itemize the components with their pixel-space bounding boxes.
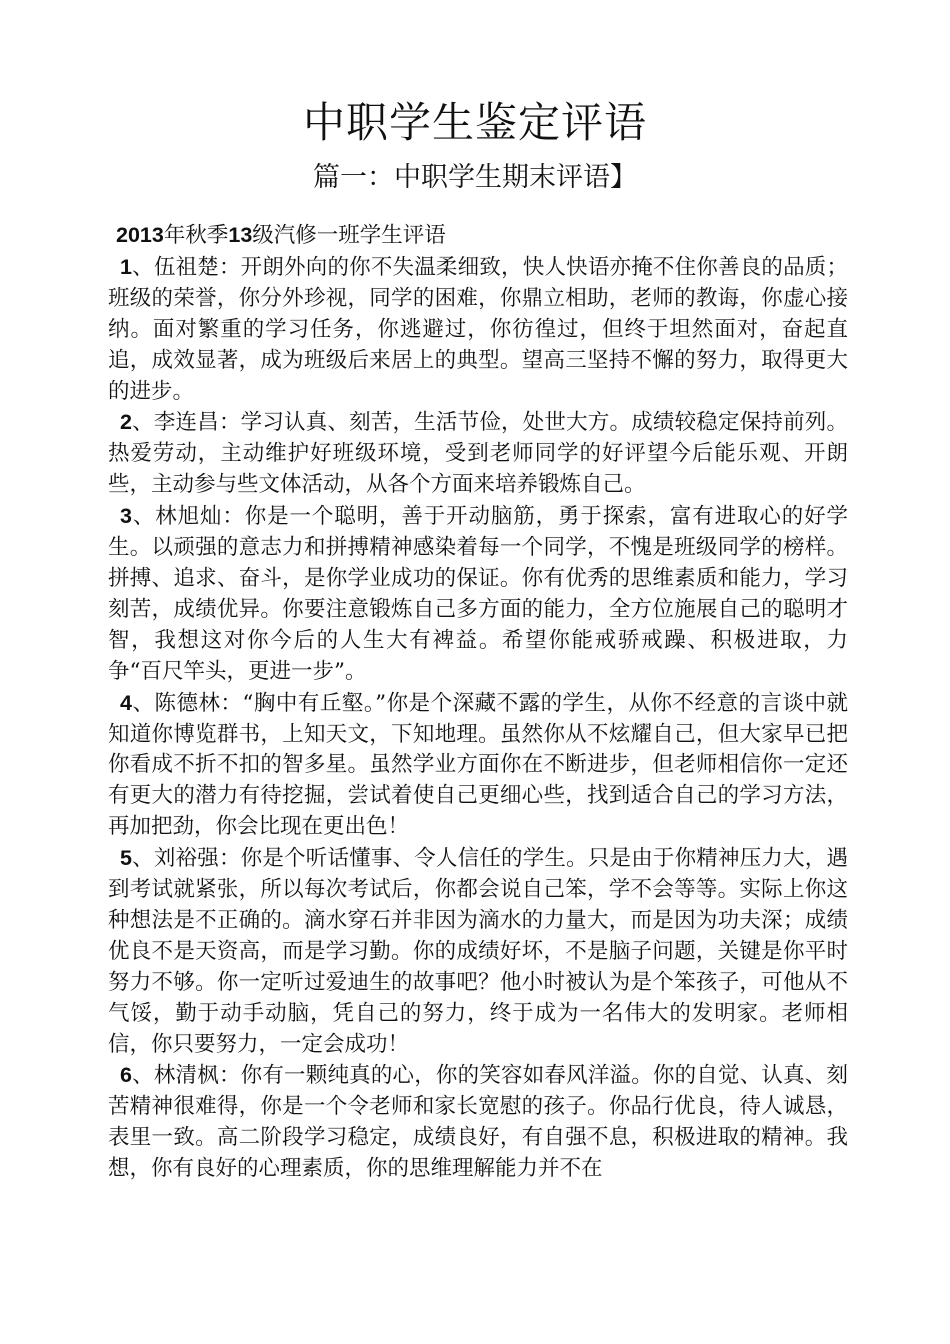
entry-text: 、林清枫：你有一颗纯真的心，你的笑容如春风洋溢。你的自觉、认真、刻苦精神很难得，你是一个令老师和家长宽慰的孩子。你品行优良，待人诚恳，表里一致。高二阶段学习稳定，成绩良好，有自强不息，积极进取的精神。我想，你有良好的心理素质，你的思维理解能力并不在	[108, 1063, 848, 1182]
entry-number: 5	[120, 846, 132, 871]
entry-text: 、李连昌：学习认真、刻苦，生活节俭，处世大方。成绩较稳定保持前列。热爱劳动，主动维护好班级环境，受到老师同学的好评望今后能乐观、开朗些，主动参与些文体活动，从各个方面来培养锻炼自己。	[108, 410, 848, 498]
evaluation-entry-6	[108, 1060, 848, 1185]
evaluation-entry-5	[108, 843, 848, 1060]
document-subtitle: 篇一：中职学生期末评语】	[313, 162, 637, 193]
entry-number: 1	[120, 254, 132, 279]
evaluation-entry-3	[108, 501, 848, 687]
entry-number: 3	[120, 504, 132, 529]
evaluation-entry-4	[108, 688, 848, 844]
heading-part2: 级汽修一班学生评语	[252, 223, 446, 248]
entry-number: 6	[120, 1063, 132, 1088]
entry-text: 、陈德林：“胸中有丘壑。”你是个深藏不露的学生，从你不经意的言谈中就知道你博览群书，上知天文，下知地理。虽然你从不炫耀自己，但大家早已把你看成不折不扣的智多星。虽然学业方面你在不断进步，但老师相信你一定还有更大的潜力有待挖掘，尝试着使自己更细心些，找到适合自己的学习方法，再加把劲，你会比现在更出色！	[108, 690, 848, 840]
heading-year: 2013	[116, 223, 164, 247]
entry-text: 、伍祖楚：开朗外向的你不失温柔细致，快人快语亦掩不住你善良的品质；班级的荣誉，你分外珍视，同学的困难，你鼎立相助，老师的教诲，你虚心接纳。面对繁重的学习任务，你逃避过，你彷徨过，但终于坦然面对，奋起直追，成效显著，成为班级后来居上的典型。望高三坚持不懈的努力，取得更大的进步。	[108, 254, 848, 404]
document-title: 中职学生鉴定评语	[302, 98, 647, 147]
evaluation-entry-2	[108, 407, 848, 501]
heading-grade: 13	[228, 223, 253, 247]
heading-part1: 年秋季	[163, 223, 229, 248]
document-body	[108, 220, 848, 1185]
entry-number: 2	[120, 410, 132, 435]
entry-text: 、林旭灿：你是一个聪明，善于开动脑筋，勇于探索，富有进取心的好学生。以顽强的意志力和拼搏精神感染着每一个同学，不愧是班级同学的榜样。拼搏、追求、奋斗，是你学业成功的保证。你有优秀的思维素质和能力，学习刻苦，成绩优异。你要注意锻炼自己多方面的能力，全方位施展自己的聪明才智，我想这对你今后的人生大有裨益。希望你能戒骄戒躁、积极进取，力争“百尺竿头，更进一步”。	[108, 504, 848, 684]
entry-text: 、刘裕强：你是个听话懂事、令人信任的学生。只是由于你精神压力大，遇到考试就紧张，所以每次考试后，你都会说自己笨，学不会等等。实际上你这种想法是不正确的。滴水穿石并非因为滴水的力量大，而是因为功夫深；成绩优良不是天资高，而是学习勤。你的成绩好坏，不是脑子问题，关键是你平时努力不够。你一定听过爱迪生的故事吧？他小时被认为是个笨孩子，可他从不气馁，勤于动手动脑，凭自己的努力，终于成为一名伟大的发明家。老师相信，你只要努力，一定会成功！	[108, 846, 848, 1057]
section-heading	[108, 220, 848, 252]
evaluation-entry-1	[108, 252, 848, 408]
entry-number: 4	[120, 690, 132, 715]
